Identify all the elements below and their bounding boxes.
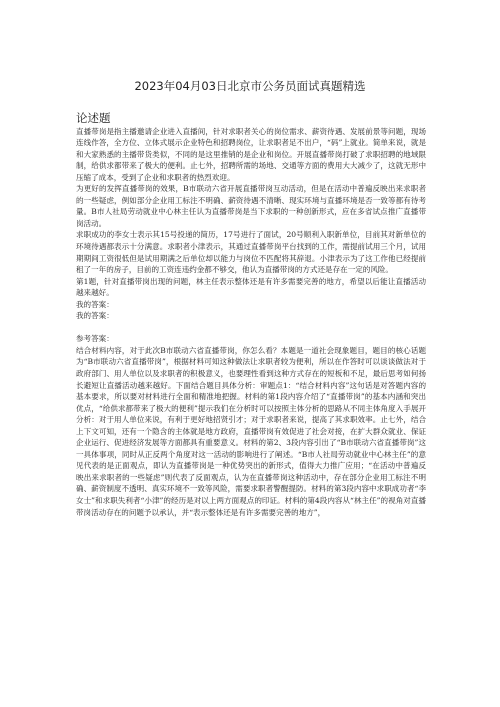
page-title: 2023年04月03日北京市公务员面试真题精选 [134, 79, 366, 93]
reference-answer-label: 参考答案： [76, 334, 114, 344]
blank-line [76, 322, 426, 334]
my-answer-label-2: 我的答案： [76, 311, 114, 321]
question-1: 第1题，针对直播带岗出现的问题，林主任表示整体还是有许多需要完善的地方，希望以后能让直播活动越来越好。 [76, 276, 426, 298]
section-heading: 论述题 [76, 111, 111, 125]
reference-answer-text: 结合材料内容，对于此次B市联动六省直播带岗，你怎么看？本题是一道社会现象题目，题目的核心话题为“B市联动六省直播带岗”，根据材料可知这种做法让求职者较为便利，所以在作答时可以谈谈做法对于政府部门、用人单位以及求职者的积极意义，也要理性看到这种方式存在的短板和不足，最后思考如何扬长避短让直播活动越来越好。下面结合题目具体分析：审题点1：“结合材料内容”这句话是对答题内容的基本要求，所以要对材料进行全面和精准地把握。材料的第1段内容介绍了“直播带岗”的基本内涵和突出优点，“给供求都带来了极大的便利”提示我们在分析时可以按照主体分析的思路从不同主体角度入手展开分析：对于用人单位来说，有利于更好地招贤引才；对于求职者来说，提高了其求职效率。止七外，结合上下文可知，还有一个隐含的主体就是地方政府，直播带岗有效促进了社会对接，在扩大群众就业、保证企业运行、促进经济发展等方面都具有重要意义。材料的第2、3段内容引出了“B市联动六省直播带岗”这一具体事项，同时从正反两个角度对这一活动的影响进行了阐述。“B市人社局劳动就业中心林主任”的意见代表的是正面观点，即认为直播带岗是一种优势突出的新形式，值得大力推广应用；“在活动中普遍反映出来求职者的一些疑虑”则代表了反面观点，认为在直播带岗这种活动中，存在部分企业用工标注不明确、薪资制度不透明、真实环境不一致等风险，需要求职者警醒提防。材料的第3段内容中求职成功者“李女士”和求职失利者“小津”的经历是对以上两方面观点的印证。材料的第4段内容从“林主任”的视角对直播带岗活动存在的问题予以承认，并“表示整体还是有许多需要完善的地方”， [76, 345, 426, 517]
paragraph-cases: 求职成功的李女士表示其15号投递的简历，17号进行了面试，20号顺利入职新单位，目前其对新单位的环境待遇都表示十分满意。求职者小津表示，其通过直播带岗平台找到的工作，需提前试用三个月，试用期期间工资很低但是试用期满之后单位却以能力与岗位不匹配将其辞退。小津表示为了这工作他已经提前租了一年的房子，目前的工资连违约金都不够交，他认为直播带岗的方式还是存在一定的风险。 [76, 230, 426, 275]
paragraph-intro: 直播带岗是指主播邀请企业进入直播间，针对求职者关心的岗位需求、薪资待遇、发展前景等问题，现场连线作答，全方位、立体式展示企业特色和招聘岗位，让求职者足不出户，“码”上就业。简单来说，就是和大家熟悉的主播带货类似，不同的是这里推销的是企业和岗位。开展直播带岗打破了求职招聘的地域限制，给供求都带来了极大的便利。止七外，招聘所需的场地、交通等方面的费用大大减少了，这就无形中压缩了成本，受到了企业和求职者的热烈欢迎。 [76, 126, 426, 182]
my-answer-label: 我的答案： [76, 299, 114, 309]
paragraph-background: 为更好的发挥直播带岗的效果，B市联动六省开展直播带岗互动活动，但是在活动中普遍反映出来求职者的一些疑虑，例如部分企业用工标注不明确、薪资待遇不清晰、现实环境与直播环境是否一致等都有待考量。B市人社局劳动就业中心林主任认为直播带岗是当下求职的一种创新形式，应在多省试点推广直播带岗活动。 [76, 184, 426, 228]
document-body [76, 126, 426, 519]
